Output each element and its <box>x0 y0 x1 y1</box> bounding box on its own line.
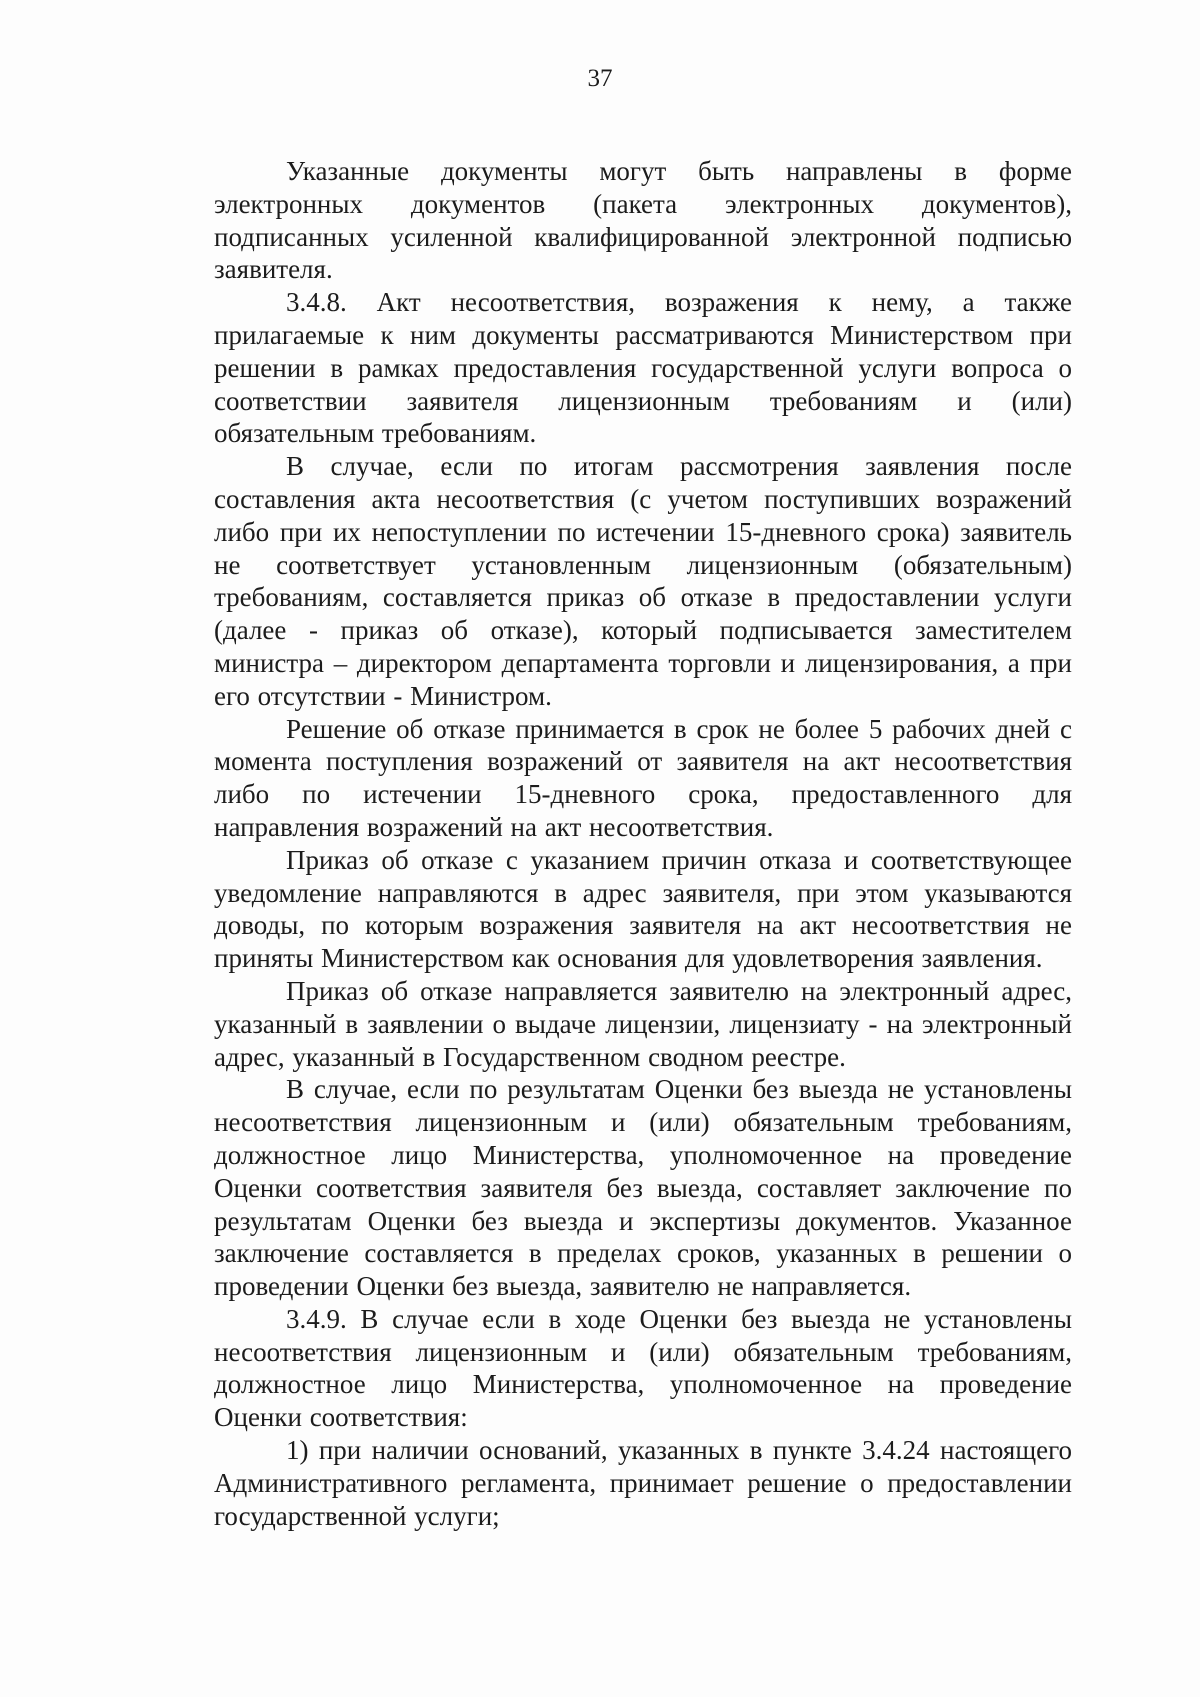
paragraph-nonconformity-refusal: В случае, если по итогам рассмотрения заявления после составления акта несоответствия (с учетом поступивших возражений либо при их непоступлении по истечении 15-дневного срока) заявитель не соответствует установленным лицензионным (обязательным) требованиям, составляется приказ об отказе в предоставлении услуги (далее - приказ об отказе), который подписывается заместителем министра – директором департамента торговли и лицензирования, а при его отсутствии - Министром. <box>214 451 1072 711</box>
page-number: 37 <box>587 65 613 92</box>
paragraph-3-4-9: 3.4.9. В случае если в ходе Оценки без выезда не установлены несоответствия лицензионным и (или) обязательным требованиям, должностное лицо Министерства, уполномоченное на проведение Оценки соответствия: <box>214 1303 1072 1433</box>
paragraph-no-nonconformity: В случае, если по результатам Оценки без выезда не установлены несоответствия лицензионным и (или) обязательным требованиям, должностное лицо Министерства, уполномоченное на проведение Оценки соответствия заявителя без выезда, составляет заключение по результатам Оценки без выезда и экспертизы документов. Указанное заключение составляется в пределах сроков, указанных в решении о проведении Оценки без выезда, заявителю не направляется. <box>214 1074 1072 1302</box>
paragraph-refusal-deadline: Решение об отказе принимается в срок не более 5 рабочих дней с момента поступления возражений от заявителя на акт несоответствия либо по истечении 15-дневного срока, предоставленного для направления возражений на акт несоответствия. <box>214 713 1072 842</box>
paragraph-refusal-email: Приказ об отказе направляется заявителю на электронный адрес, указанный в заявлении о выдаче лицензии, лицензиату - на электронный адрес, указанный в Государственном сводном реестре. <box>214 975 1072 1072</box>
paragraph-item-1: 1) при наличии оснований, указанных в пункте 3.4.24 настоящего Административного регламента, принимает решение о предоставлении государственной услуги; <box>214 1435 1072 1531</box>
paragraph-electronic-documents: Указанные документы могут быть направлены в форме электронных документов (пакета электронных документов), подписанных усиленной квалифицированной электронной подписью заявителя. <box>214 156 1072 285</box>
document-body <box>214 155 1072 1532</box>
paragraph-refusal-notice: Приказ об отказе с указанием причин отказа и соответствующее уведомление направляются в адрес заявителя, при этом указываются доводы, по которым возражения заявителя на акт несоответствия не приняты Министерством как основания для удовлетворения заявления. <box>214 844 1072 974</box>
paragraph-3-4-8: 3.4.8. Акт несоответствия, возражения к нему, а также прилагаемые к ним документы рассматриваются Министерством при решении в рамках предоставления государственной услуги вопроса о соответствии заявителя лицензионным требованиям и (или) обязательным требованиям. <box>214 287 1072 449</box>
